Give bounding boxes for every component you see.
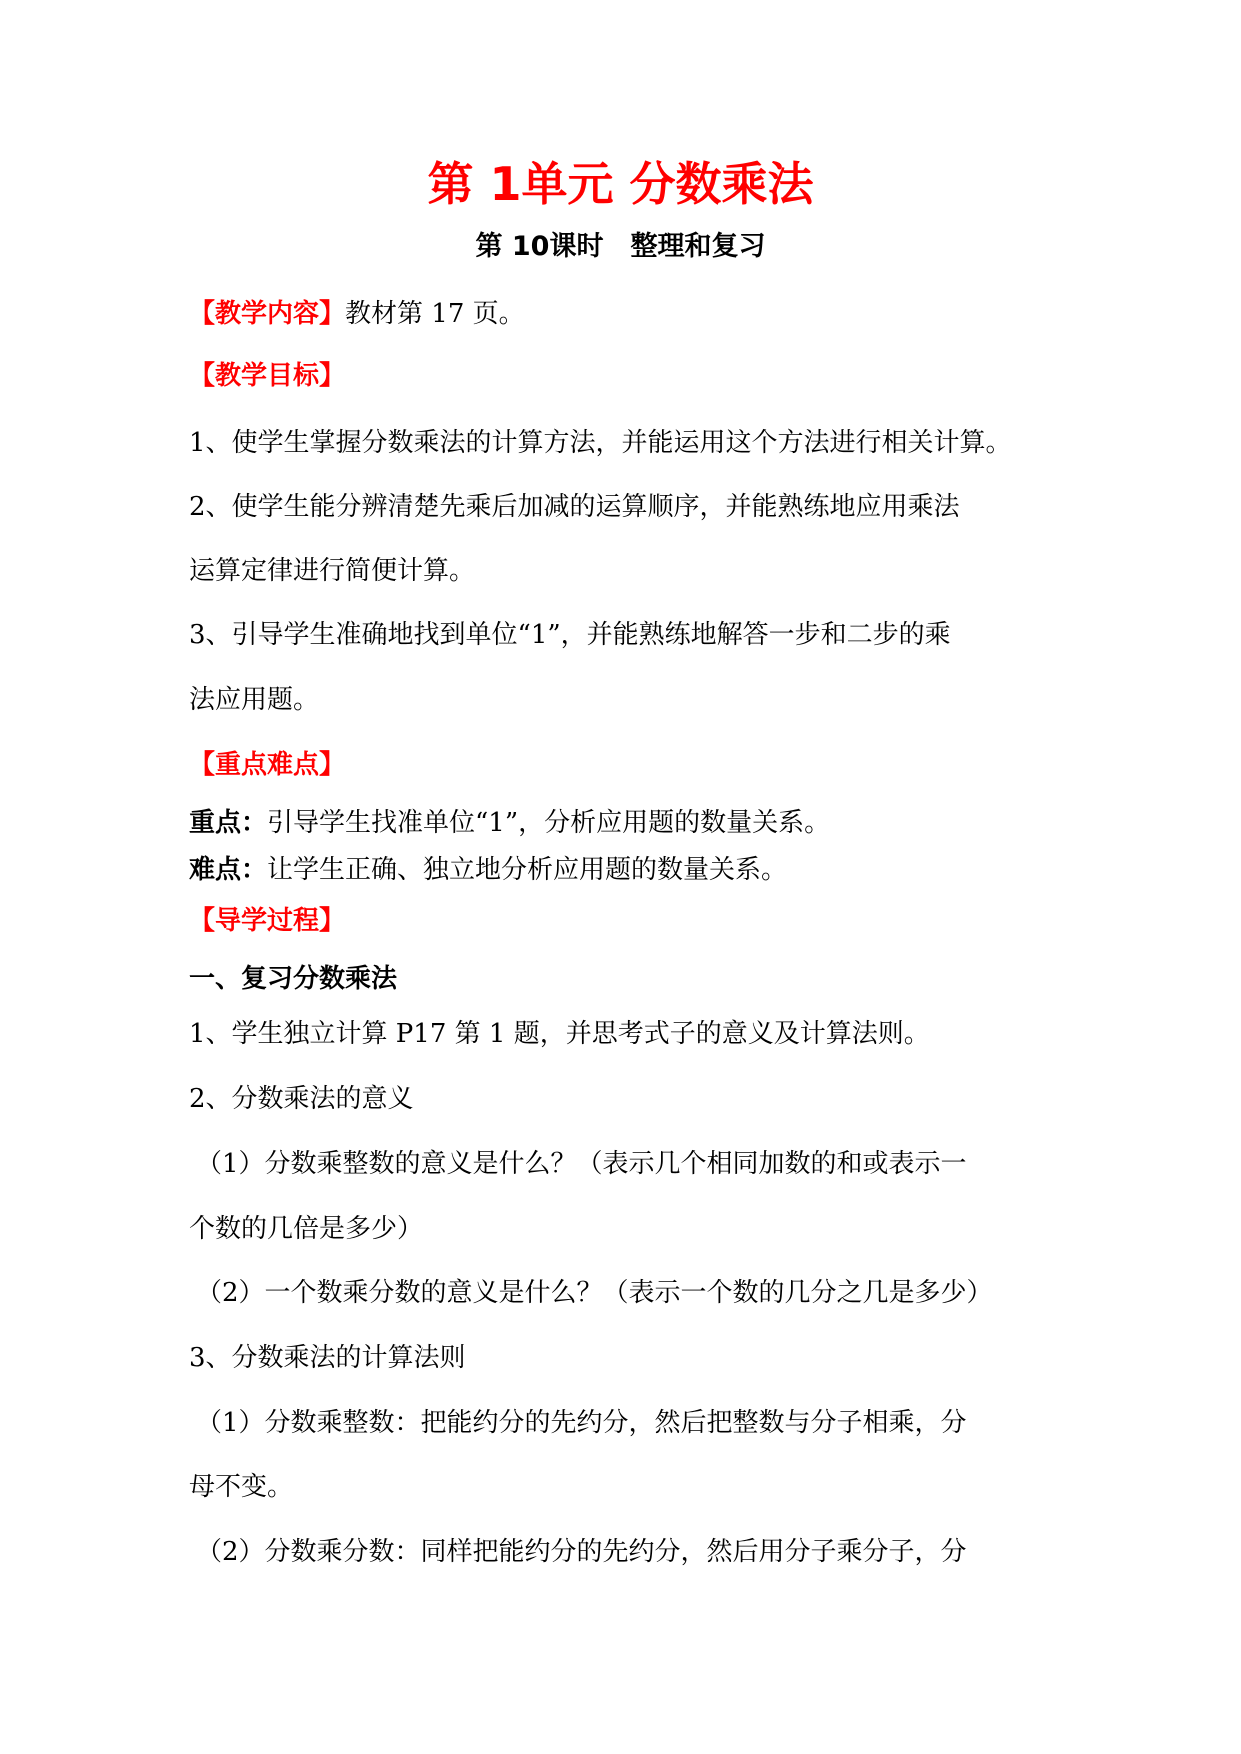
process-line: 1、学生独立计算 P17 第 1 题，并思考式子的意义及计算法则。 [189,1019,930,1049]
process-line: （2）一个数乘分数的意义是什么？（表示一个数的几分之几是多少） [196,1278,993,1308]
process-line: （1）分数乘整数的意义是什么？（表示几个相同加数的和或表示一 [196,1149,967,1179]
process-line: 母不变。 [189,1472,294,1502]
teaching-goals-label: 【教学目标】 [189,361,346,391]
key-point-line [189,805,830,841]
section-title: 一、复习分数乘法 [189,964,398,994]
goal-line: 2、使学生能分辨清楚先乘后加减的运算顺序，并能熟练地应用乘法 [189,492,960,522]
key-point-label: 重点： [189,808,268,838]
process-line: （1）分数乘整数：把能约分的先约分，然后把整数与分子相乘，分 [196,1408,967,1438]
difficulty-line [189,852,787,888]
goal-line: 法应用题。 [189,685,320,715]
key-point-text: 引导学生找准单位“1”，分析应用题的数量关系。 [267,808,831,838]
teaching-content-text: 教材第 17 页。 [345,299,525,329]
process-line: 2、分数乘法的意义 [189,1084,414,1114]
lesson-subtitle: 第 10课时 整理和复习 [475,231,766,262]
goal-line: 3、引导学生准确地找到单位“1”，并能熟练地解答一步和二步的乘 [189,620,951,650]
difficulty-label: 难点： [189,855,268,885]
teaching-content-label: 【教学内容】 [189,299,346,329]
teaching-content-line [189,296,525,332]
difficulty-text: 让学生正确、独立地分析应用题的数量关系。 [267,855,788,885]
unit-title: 第 1单元 分数乘法 [427,157,814,211]
key-points-label: 【重点难点】 [189,750,346,780]
process-label: 【导学过程】 [189,906,346,936]
goal-line: 1、使学生掌握分数乘法的计算方法，并能运用这个方法进行相关计算。 [189,428,1012,458]
process-line: 3、分数乘法的计算法则 [189,1343,466,1373]
goal-line: 运算定律进行简便计算。 [189,556,476,586]
process-line: 个数的几倍是多少） [189,1214,424,1244]
process-line: （2）分数乘分数：同样把能约分的先约分，然后用分子乘分子，分 [196,1537,967,1567]
